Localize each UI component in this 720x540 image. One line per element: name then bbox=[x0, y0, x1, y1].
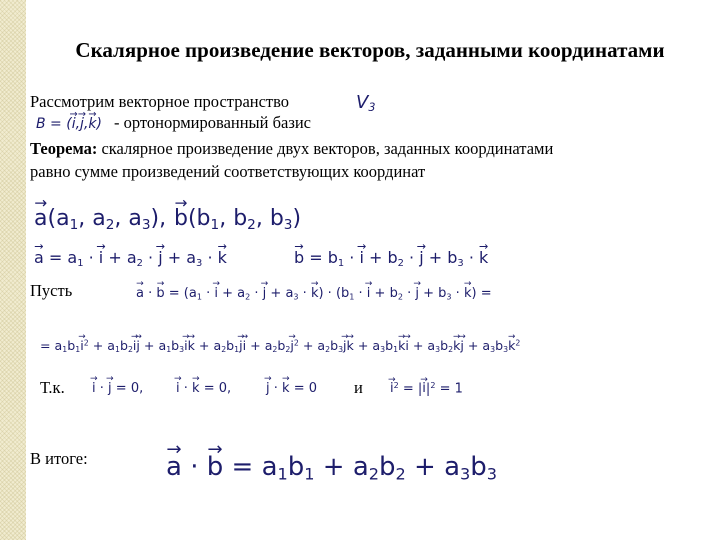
basis-description: - ортонормированный базис bbox=[114, 113, 311, 132]
theorem-line-2: равно сумме произведений соответствующих координат bbox=[30, 162, 426, 181]
orthogonality-ij: → i · → j = 0, bbox=[92, 381, 143, 396]
result-label: В итоге: bbox=[30, 449, 88, 468]
intro-line: Рассмотрим векторное пространство bbox=[30, 92, 290, 111]
dot-product-expansion: → a · → $b = (a_1$ · → $i + a_2$ · → $j + a_3$ · → $k) \cdot (b_1$ · → $i + b_2$ · → $j + b_3$ · → k) = bbox=[136, 286, 492, 301]
vector-a-decomposition: → $a = a_1$ · → $i + a_2$ · → $j + a_3$ · → k bbox=[34, 248, 227, 269]
unit-length: → $i^2$ = |→ $i|^2 = 1$ bbox=[390, 381, 463, 396]
expanded-sum: = $a_1b_1\to i^2 + a_1b_2\to i\to j + a_1b_3\to i\to k + a_2b_1\to j\to i + a_2b_2\to j^2 + a_2b_3\to j\to k + a_3b_1\to k\to i + a_3b_2\to k\to j + a_3b_3\to k^2$ bbox=[40, 338, 520, 354]
vector-a-coordinates: → $a(a_1$, $a_2$, $a_3$), bbox=[34, 206, 166, 233]
decorative-side-stripe bbox=[0, 0, 26, 540]
let-label: Пусть bbox=[30, 281, 73, 300]
final-formula: → a · → $b = a_1b_1 + a_2b_2 + a_3b_3$ bbox=[166, 452, 497, 484]
theorem-line-1 bbox=[30, 139, 553, 159]
vector-b-decomposition: → $b = b_1$ · → $i + b_2$ · → $j + b_3$ · → k bbox=[294, 248, 488, 269]
theorem-label: Теорема: bbox=[30, 139, 98, 158]
orthogonality-jk: → j · → k = 0 bbox=[266, 381, 317, 396]
orthogonality-ik: → i · → k = 0, bbox=[176, 381, 231, 396]
and-label: и bbox=[354, 378, 363, 397]
slide-title: Скалярное произведение векторов, заданными координатами bbox=[75, 38, 665, 62]
since-label: Т.к. bbox=[40, 378, 65, 397]
theorem-text: скалярное произведение двух векторов, заданных координатами bbox=[97, 139, 554, 158]
vector-space-symbol: $V_3$ bbox=[356, 92, 376, 115]
vector-b-coordinates: → $b(b_1$, $b_2$, $b_3$) bbox=[174, 206, 301, 233]
basis-formula: B = (→ i,→ j,→ k) bbox=[36, 116, 102, 132]
